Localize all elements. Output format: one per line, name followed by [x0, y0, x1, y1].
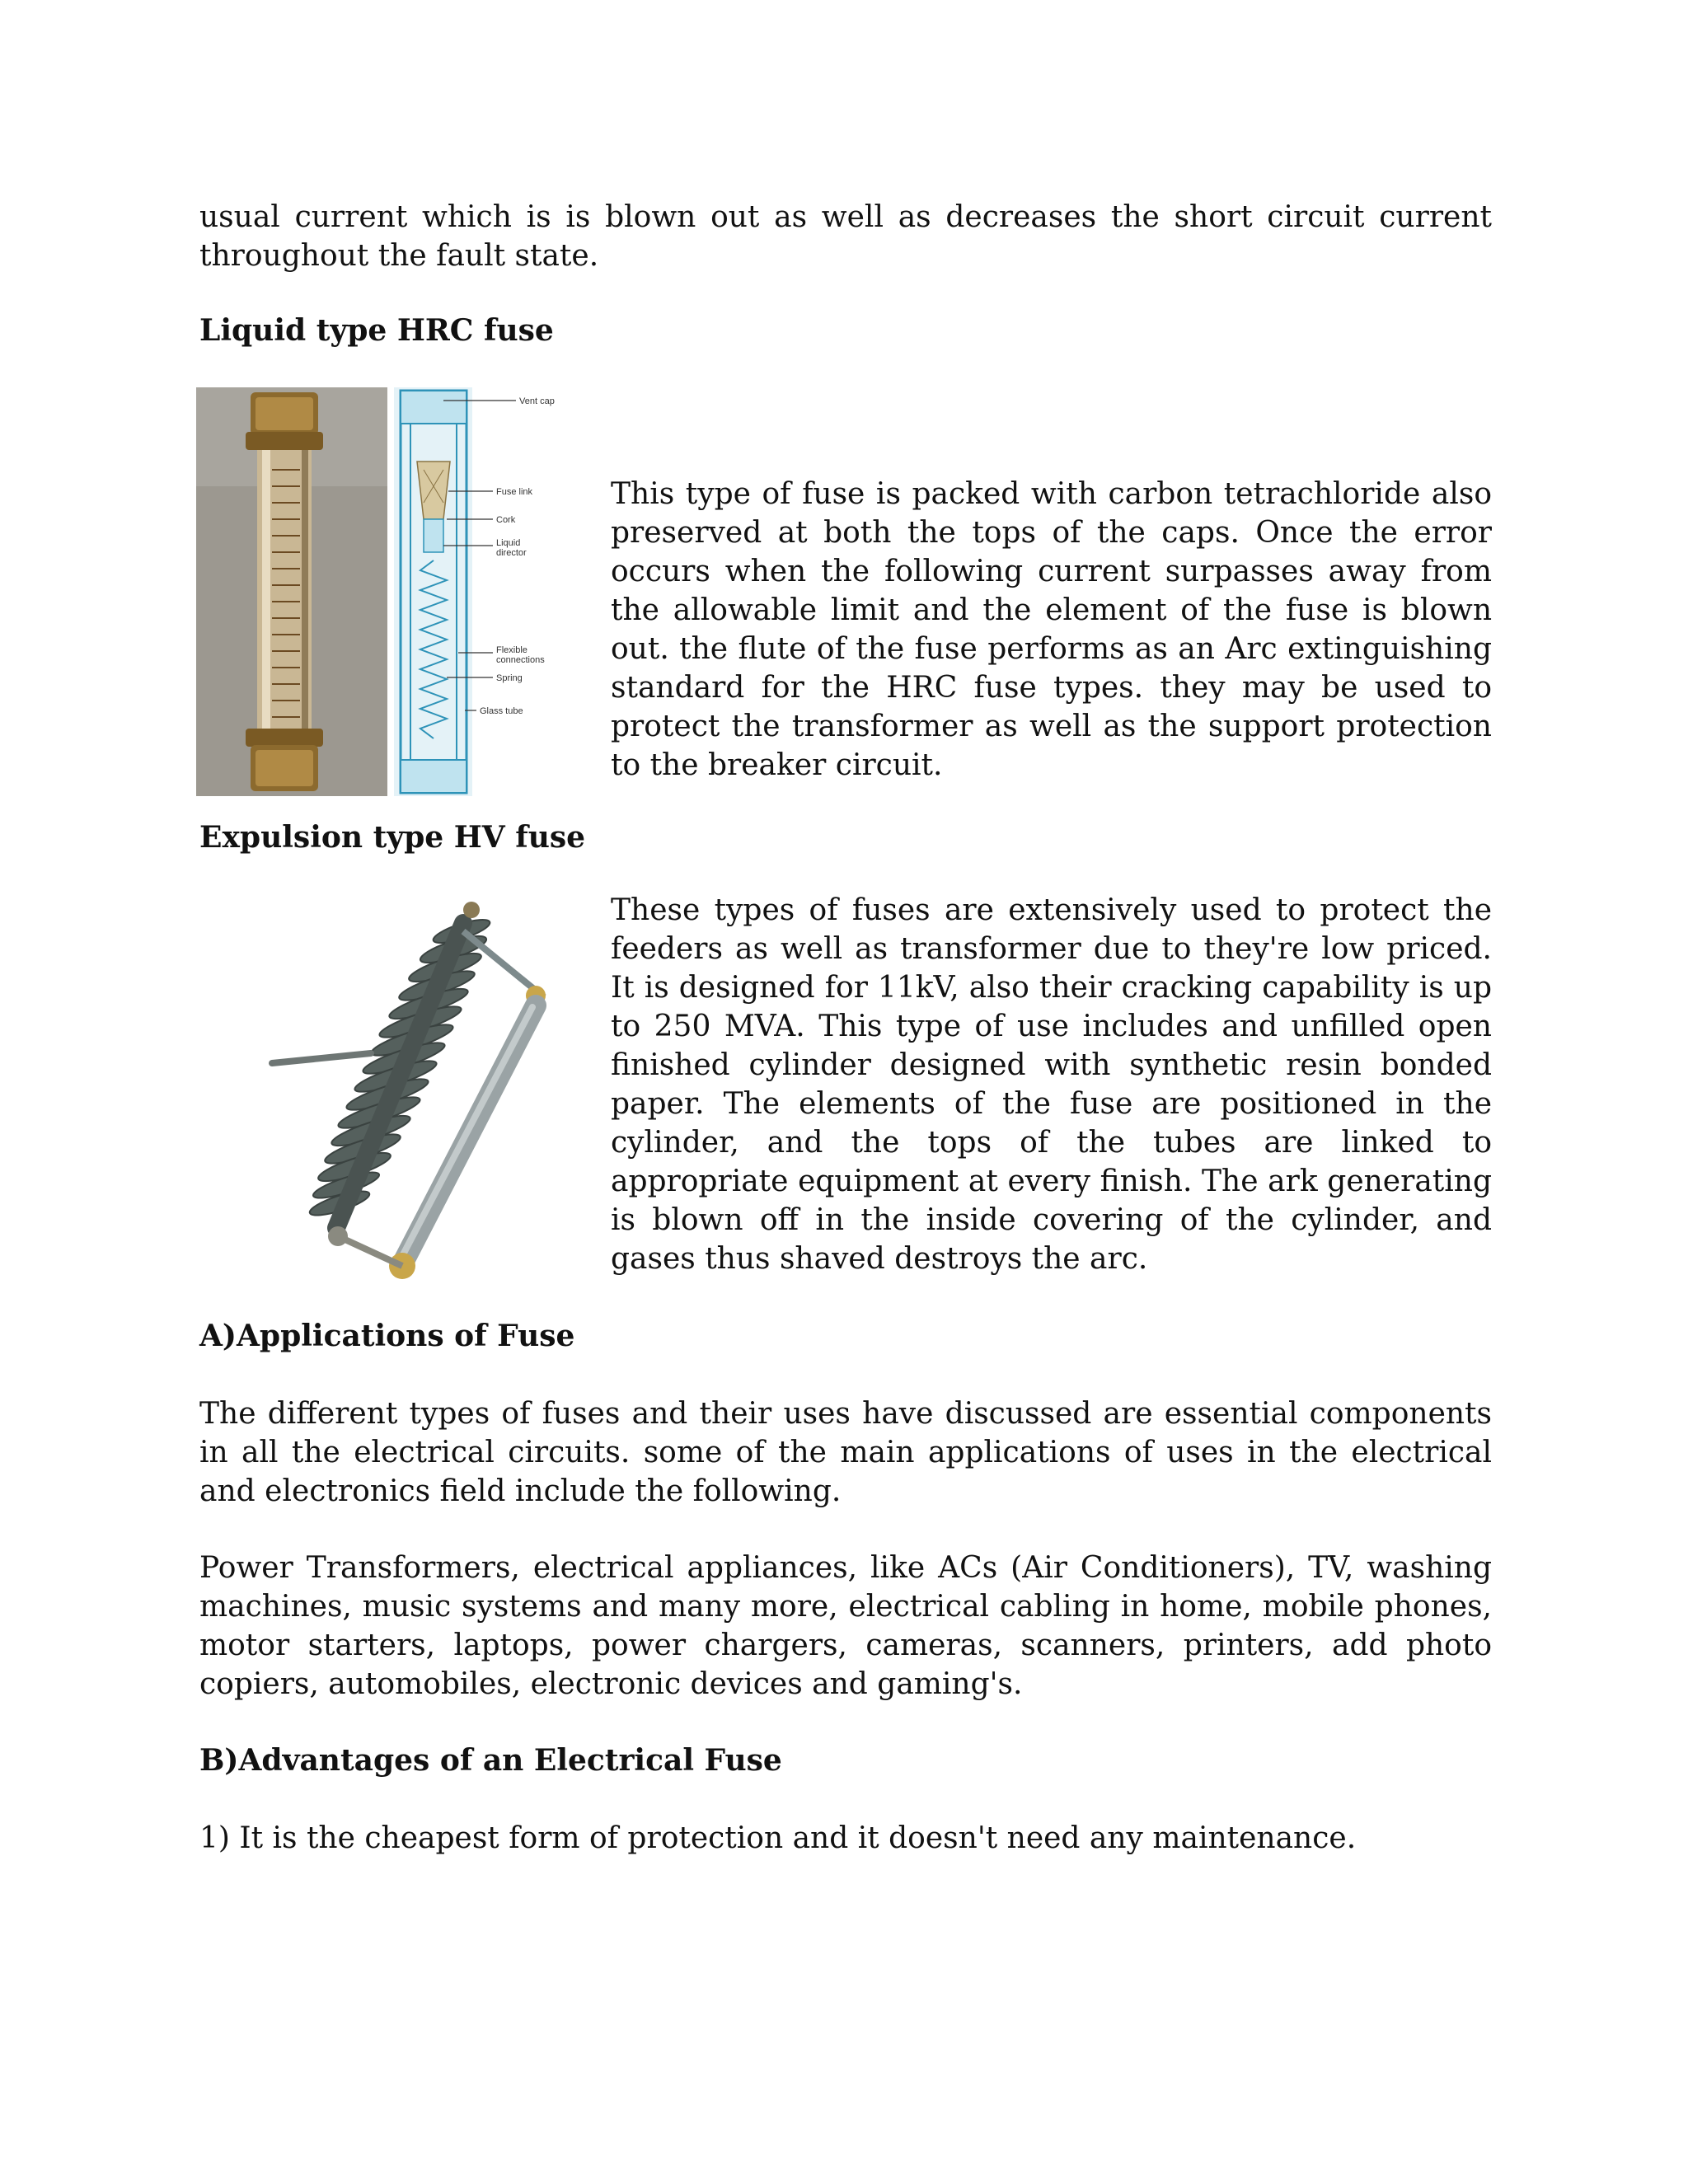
applications-paragraph-1: The different types of fuses and their uses have discussed are essential components in all the electrical circuits. some of the main applications of uses in the electrical and electronics field include the following. — [199, 1397, 1492, 1508]
svg-text:connections: connections — [496, 655, 545, 665]
expulsion-hv-fuse-image — [247, 898, 577, 1294]
intro-paragraph: usual current which is is blown out as well as decreases the short circuit current throughout the fault state. — [199, 200, 1492, 273]
svg-text:director: director — [496, 548, 527, 558]
svg-text:Glass tube: Glass tube — [480, 706, 523, 716]
advantages-item-1: 1) It is the cheapest form of protection and it doesn't need any maintenance. — [199, 1821, 1357, 1855]
svg-text:Fuse link: Fuse link — [496, 487, 533, 497]
svg-text:Spring: Spring — [496, 673, 523, 683]
liquid-hrc-fuse-diagram — [391, 387, 605, 796]
liquid-hrc-body: This type of fuse is packed with carbon tetrachloride also preserved at both the tops of the caps. Once the error occurs when the following current surpasses away from the allowable limit and the element of the fuse is blown out. the flute of the fuse performs as an Arc extinguishing standard for the HRC fuse types. they may be used to protect the transformer as well as the support protection to the breaker circuit. — [611, 477, 1492, 782]
advantages-heading: B)Advantages of an Electrical Fuse — [199, 1743, 782, 1778]
liquid-hrc-heading: Liquid type HRC fuse — [199, 313, 554, 348]
svg-text:Liquid: Liquid — [496, 538, 521, 548]
applications-paragraph-2: Power Transformers, electrical appliances, like ACs (Air Conditioners), TV, washing machines, music systems and many more, electrical cabling in home, mobile phones, motor starters, laptops, power chargers, cameras, scanners, printers, add photo copiers, automobiles, electronic devices and gaming's. — [199, 1551, 1492, 1701]
expulsion-hv-body: These types of fuses are extensively used to protect the feeders as well as transformer due to they're low priced. It is designed for 11kV, also their cracking capability is up to 250 MVA. This type of use includes and unfilled open finished cylinder designed with synthetic resin bonded paper. The elements of the fuse are positioned in the cylinder, and the tops of the tubes are linked to appropriate equipment at every finish. The ark generating is blown off in the inside covering of the cylinder, and gases thus shaved destroys the arc. — [611, 893, 1492, 1276]
svg-text:Flexible: Flexible — [496, 645, 528, 655]
liquid-hrc-fuse-photo — [196, 387, 387, 796]
expulsion-hv-heading: Expulsion type HV fuse — [199, 820, 586, 855]
svg-text:Cork: Cork — [496, 515, 516, 525]
applications-heading: A)Applications of Fuse — [199, 1319, 575, 1353]
svg-text:Vent cap: Vent cap — [519, 396, 555, 406]
liquid-hrc-fuse-figure — [196, 387, 605, 796]
